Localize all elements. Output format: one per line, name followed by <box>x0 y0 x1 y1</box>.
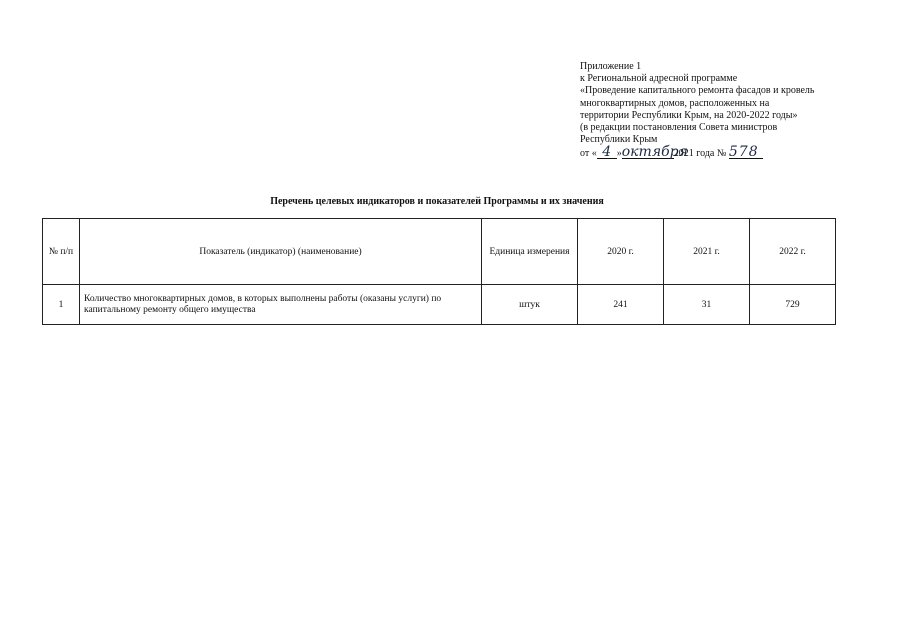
header-2020: 2020 г. <box>578 219 664 285</box>
header-2021: 2021 г. <box>664 219 750 285</box>
header-num: № п/п <box>43 219 80 285</box>
date-prefix: от « <box>580 148 597 160</box>
cell-name: Количество многоквартирных домов, в которых выполнены работы (оказаны услуги) по капитальному ремонту общего имущества <box>80 285 482 325</box>
appendix-line: многоквартирных домов, расположенных на <box>580 97 770 109</box>
table-header-row <box>43 219 836 285</box>
appendix-header <box>580 61 815 161</box>
cell-unit: штук <box>482 285 578 325</box>
cell-2020: 241 <box>578 285 664 325</box>
header-name: Показатель (индикатор) (наименование) <box>80 219 482 285</box>
appendix-line: территории Республики Крым, на 2020-2022 годы» <box>580 109 798 121</box>
decree-date-line <box>580 146 815 160</box>
appendix-line: Приложение 1 <box>580 61 642 72</box>
cell-2021: 31 <box>664 285 750 325</box>
cell-num: 1 <box>43 285 80 325</box>
date-day-suffix: » <box>616 148 622 160</box>
table-row <box>43 285 836 325</box>
handwritten-decree-number: 578 <box>729 146 763 159</box>
header-2022: 2022 г. <box>750 219 836 285</box>
handwritten-month: октября <box>621 144 688 161</box>
indicators-table <box>42 218 836 325</box>
cell-2022: 729 <box>750 285 836 325</box>
appendix-line: «Проведение капитального ремонта фасадов и кровель <box>580 85 815 97</box>
document-title: Перечень целевых индикаторов и показателей Программы и их значения <box>270 196 604 207</box>
appendix-line: (в редакции постановления Совета министров <box>580 122 778 134</box>
handwritten-day: 4 <box>597 146 617 159</box>
header-unit: Единица измерения <box>482 219 578 285</box>
appendix-line: к Региональной адресной программе <box>580 73 738 85</box>
date-year-text: 2021 года № <box>673 148 727 160</box>
appendix-line: Республики Крым <box>580 134 658 146</box>
